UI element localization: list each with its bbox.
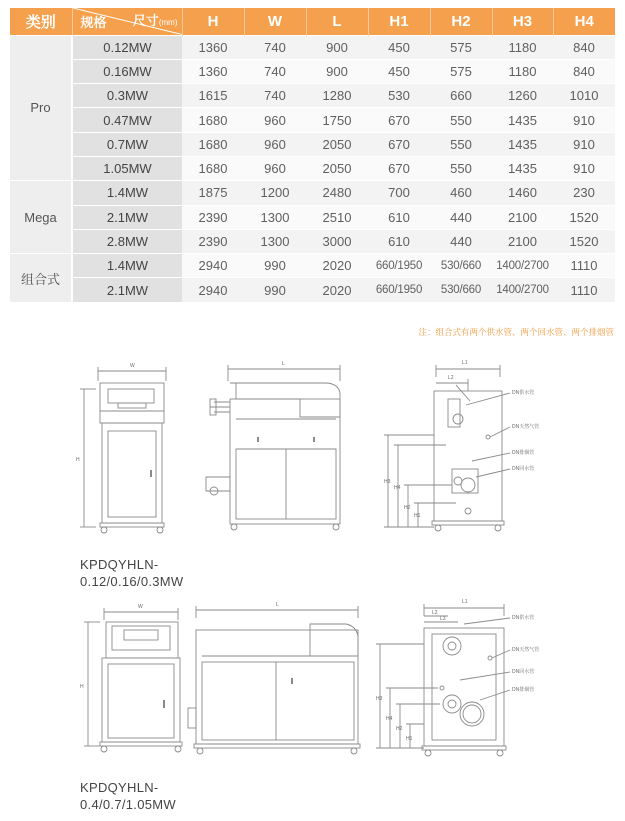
table-row bbox=[10, 108, 615, 132]
value-cell: 1110 bbox=[553, 278, 615, 302]
dim-h: H bbox=[76, 457, 80, 463]
value-cell: 960 bbox=[244, 132, 306, 156]
table-row bbox=[10, 254, 615, 278]
header-category: 类别 bbox=[10, 8, 72, 35]
value-cell: 740 bbox=[244, 35, 306, 59]
value-cell: 550 bbox=[430, 132, 492, 156]
value-cell: 575 bbox=[430, 35, 492, 59]
value-cell: 1460 bbox=[492, 181, 553, 205]
category-cell: 组合式 bbox=[10, 254, 72, 303]
header-col-h: H bbox=[182, 8, 244, 35]
value-cell: 1280 bbox=[306, 84, 368, 108]
value-cell: 230 bbox=[553, 181, 615, 205]
value-cell: 900 bbox=[306, 59, 368, 83]
value-cell: 1435 bbox=[492, 132, 553, 156]
value-cell: 1400/2700 bbox=[492, 254, 553, 278]
table-row bbox=[10, 278, 615, 302]
value-cell: 1680 bbox=[182, 132, 244, 156]
value-cell: 960 bbox=[244, 108, 306, 132]
dim-l1-2: L1 bbox=[462, 599, 468, 605]
category-cell: Mega bbox=[10, 181, 72, 254]
side-view-small bbox=[206, 365, 340, 530]
value-cell: 440 bbox=[430, 205, 492, 229]
table-row bbox=[10, 35, 615, 59]
value-cell: 1680 bbox=[182, 156, 244, 180]
pipe-label-2: DN天然气管 bbox=[512, 424, 540, 430]
value-cell: 530/660 bbox=[430, 278, 492, 302]
value-cell: 670 bbox=[368, 132, 430, 156]
pipe-label-2-2: DN天然气管 bbox=[512, 647, 540, 653]
value-cell: 1360 bbox=[182, 35, 244, 59]
value-cell: 1260 bbox=[492, 84, 553, 108]
table-body bbox=[10, 35, 615, 302]
model-cell: 0.3MW bbox=[72, 84, 182, 108]
value-cell: 2100 bbox=[492, 229, 553, 253]
pipe-label-2-3: DN回水管 bbox=[512, 669, 535, 675]
rear-view-small bbox=[384, 365, 510, 531]
value-cell: 2390 bbox=[182, 205, 244, 229]
table-note: 注：组合式有两个供水管、两个回水管、两个排烟管 bbox=[418, 327, 614, 337]
model-cell: 1.4MW bbox=[72, 254, 182, 278]
value-cell: 440 bbox=[430, 229, 492, 253]
value-cell: 670 bbox=[368, 156, 430, 180]
category-cell: Pro bbox=[10, 35, 72, 181]
value-cell: 450 bbox=[368, 59, 430, 83]
value-cell: 575 bbox=[430, 59, 492, 83]
table-row bbox=[10, 132, 615, 156]
dim-h4: H4 bbox=[394, 485, 401, 491]
value-cell: 460 bbox=[430, 181, 492, 205]
value-cell: 910 bbox=[553, 132, 615, 156]
dim-h3: H3 bbox=[384, 479, 391, 485]
value-cell: 990 bbox=[244, 278, 306, 302]
value-cell: 960 bbox=[244, 156, 306, 180]
dim-h4-2: H4 bbox=[386, 716, 393, 722]
table-row bbox=[10, 205, 615, 229]
value-cell: 1435 bbox=[492, 108, 553, 132]
table-row bbox=[10, 229, 615, 253]
caption-line-1: KPDQYHLN- bbox=[80, 557, 159, 572]
value-cell: 1360 bbox=[182, 59, 244, 83]
value-cell: 740 bbox=[244, 59, 306, 83]
value-cell: 900 bbox=[306, 35, 368, 59]
value-cell: 2050 bbox=[306, 132, 368, 156]
value-cell: 1180 bbox=[492, 35, 553, 59]
header-unit: (mm) bbox=[158, 18, 178, 27]
dim-l3-2: L3 bbox=[440, 616, 446, 622]
caption-line-2: 0.4/0.7/1.05MW bbox=[80, 797, 176, 812]
pipe-label-1: DN供水管 bbox=[512, 390, 535, 396]
value-cell: 840 bbox=[553, 59, 615, 83]
dim-l2: L2 bbox=[448, 375, 454, 381]
header-col-l: L bbox=[306, 8, 368, 35]
value-cell: 670 bbox=[368, 108, 430, 132]
value-cell: 530 bbox=[368, 84, 430, 108]
header-col-h4: H4 bbox=[553, 8, 615, 35]
value-cell: 910 bbox=[553, 156, 615, 180]
model-cell: 0.12MW bbox=[72, 35, 182, 59]
model-cell: 0.47MW bbox=[72, 108, 182, 132]
value-cell: 1010 bbox=[553, 84, 615, 108]
value-cell: 2940 bbox=[182, 254, 244, 278]
value-cell: 2100 bbox=[492, 205, 553, 229]
value-cell: 660/1950 bbox=[368, 254, 430, 278]
value-cell: 550 bbox=[430, 108, 492, 132]
value-cell: 610 bbox=[368, 229, 430, 253]
header-spec-size bbox=[72, 8, 182, 35]
value-cell: 550 bbox=[430, 156, 492, 180]
table-row bbox=[10, 59, 615, 83]
dim-l-2: L bbox=[276, 602, 279, 608]
value-cell: 2510 bbox=[306, 205, 368, 229]
value-cell: 1615 bbox=[182, 84, 244, 108]
value-cell: 1520 bbox=[553, 229, 615, 253]
value-cell: 610 bbox=[368, 205, 430, 229]
value-cell: 700 bbox=[368, 181, 430, 205]
table-row bbox=[10, 84, 615, 108]
model-cell: 2.1MW bbox=[72, 205, 182, 229]
value-cell: 1180 bbox=[492, 59, 553, 83]
header-col-w: W bbox=[244, 8, 306, 35]
dim-l1: L1 bbox=[462, 360, 468, 366]
value-cell: 660 bbox=[430, 84, 492, 108]
dim-h3-2: H3 bbox=[376, 696, 383, 702]
value-cell: 1875 bbox=[182, 181, 244, 205]
value-cell: 2050 bbox=[306, 156, 368, 180]
header-col-h3: H3 bbox=[492, 8, 553, 35]
dim-w-2: W bbox=[138, 604, 143, 610]
side-view-large bbox=[188, 606, 360, 754]
pipe-label-2-4: DN排烟管 bbox=[512, 687, 535, 693]
table-header-row bbox=[10, 8, 615, 35]
value-cell: 1520 bbox=[553, 205, 615, 229]
value-cell: 1300 bbox=[244, 205, 306, 229]
dim-h-2: H bbox=[80, 684, 84, 690]
value-cell: 2020 bbox=[306, 254, 368, 278]
dim-l2-2: L2 bbox=[432, 610, 438, 616]
caption-small-model bbox=[80, 556, 184, 590]
header-col-h1: H1 bbox=[368, 8, 430, 35]
caption-line-1: KPDQYHLN- bbox=[80, 780, 159, 795]
model-cell: 0.16MW bbox=[72, 59, 182, 83]
value-cell: 660/1950 bbox=[368, 278, 430, 302]
pipe-label-4: DN回水管 bbox=[512, 466, 535, 472]
dim-h1: H1 bbox=[414, 513, 421, 519]
model-cell: 2.1MW bbox=[72, 278, 182, 302]
pipe-label-2-1: DN供水管 bbox=[512, 615, 535, 621]
pipe-label-3: DN排烟管 bbox=[512, 450, 535, 456]
header-size: 尺寸(mm) bbox=[132, 13, 178, 28]
value-cell: 840 bbox=[553, 35, 615, 59]
header-spec: 规格 bbox=[80, 14, 107, 30]
model-cell: 0.7MW bbox=[72, 132, 182, 156]
model-cell: 1.05MW bbox=[72, 156, 182, 180]
value-cell: 990 bbox=[244, 254, 306, 278]
caption-large-model bbox=[80, 779, 176, 813]
dim-l: L bbox=[282, 361, 285, 367]
value-cell: 530/660 bbox=[430, 254, 492, 278]
value-cell: 1200 bbox=[244, 181, 306, 205]
value-cell: 3000 bbox=[306, 229, 368, 253]
value-cell: 1435 bbox=[492, 156, 553, 180]
model-cell: 1.4MW bbox=[72, 181, 182, 205]
drawing-small-model bbox=[0, 345, 625, 540]
dim-h1-2: H1 bbox=[406, 736, 413, 742]
value-cell: 450 bbox=[368, 35, 430, 59]
table-row bbox=[10, 156, 615, 180]
dim-h2-2: H2 bbox=[396, 726, 403, 732]
spec-table bbox=[10, 8, 615, 302]
front-view-small bbox=[80, 367, 166, 533]
front-view-large bbox=[84, 608, 182, 752]
value-cell: 1750 bbox=[306, 108, 368, 132]
value-cell: 910 bbox=[553, 108, 615, 132]
caption-line-2: 0.12/0.16/0.3MW bbox=[80, 574, 184, 589]
dim-w: W bbox=[130, 363, 135, 369]
table-row bbox=[10, 181, 615, 205]
value-cell: 1110 bbox=[553, 254, 615, 278]
drawing-large-model bbox=[0, 596, 625, 766]
value-cell: 2020 bbox=[306, 278, 368, 302]
rear-view-large bbox=[376, 604, 510, 756]
model-cell: 2.8MW bbox=[72, 229, 182, 253]
value-cell: 2390 bbox=[182, 229, 244, 253]
value-cell: 740 bbox=[244, 84, 306, 108]
header-col-h2: H2 bbox=[430, 8, 492, 35]
dim-h2: H2 bbox=[404, 505, 411, 511]
value-cell: 1300 bbox=[244, 229, 306, 253]
value-cell: 1400/2700 bbox=[492, 278, 553, 302]
value-cell: 2480 bbox=[306, 181, 368, 205]
value-cell: 2940 bbox=[182, 278, 244, 302]
value-cell: 1680 bbox=[182, 108, 244, 132]
